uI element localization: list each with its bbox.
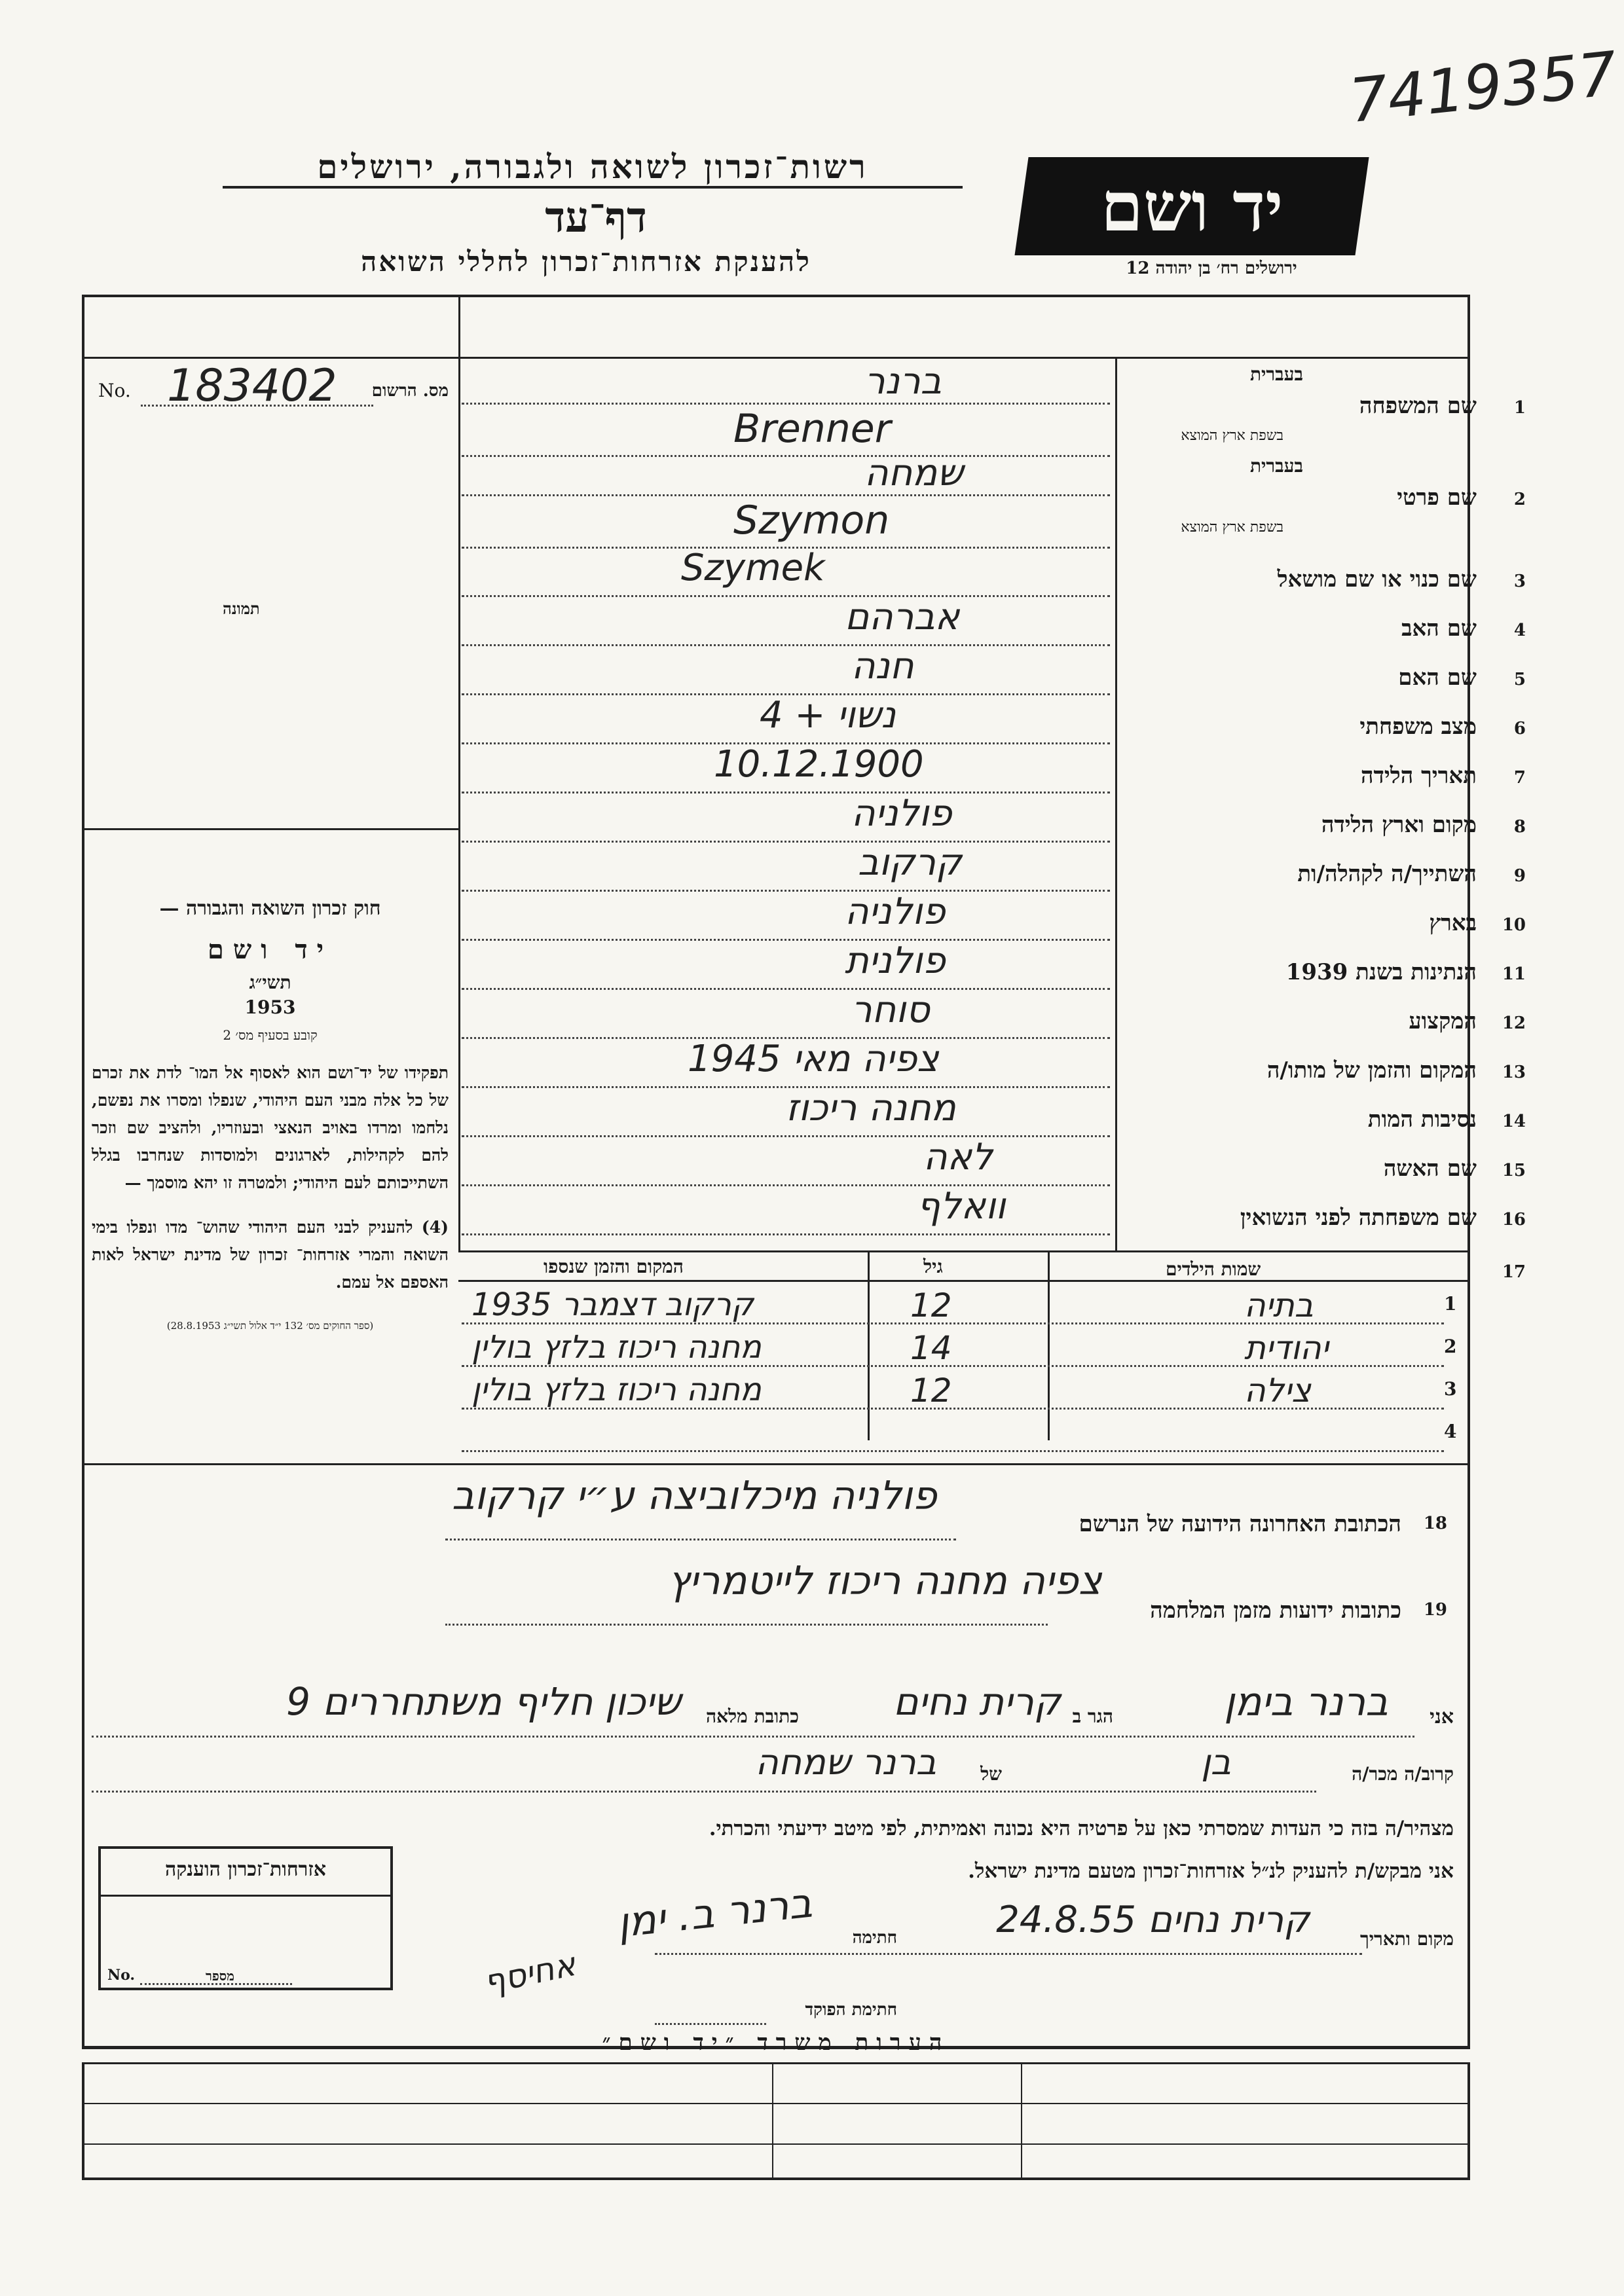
field-label-12: המקצוע [1409, 1008, 1477, 1034]
decl-place-date-label: מקום ותאריך [1359, 1928, 1454, 1950]
field-18-label: הכתובת האחרונה הידועה של הנרשם [1079, 1511, 1401, 1537]
decl-officer-label: חתימת הפוקד [805, 2000, 897, 2020]
child-index: 3 [1444, 1378, 1457, 1400]
law-source: (ספר החוקים מס׳ 132 י״ד אלול תשי״ג 28.8.1953) [166, 1320, 374, 1332]
field-label-4: שם האב [1401, 615, 1477, 642]
child-age: 12 [910, 1286, 952, 1324]
field-label-3: שם כנוי או שם מושאל [1277, 566, 1477, 592]
field-number-9: 9 [1513, 866, 1526, 886]
decl-place-date: קרית נחים 24.8.55 [996, 1899, 1310, 1941]
field-value-14: מחנה ריכוז [786, 1087, 956, 1129]
children-number: 17 [1502, 1262, 1526, 1282]
logo-address: ירושלים רח׳ בן יהודה 12 [1126, 259, 1297, 278]
decl-relation: בן [1201, 1741, 1231, 1783]
officer-signature: אחיסף [480, 1944, 580, 2002]
law-clause4: (4) להעניק לבני העם היהודי שהוש־ מדו ונפלו בימי השואה והמרי אזרחות־ זכרון של מדינת ישראל לאות האספם אל עמם. [92, 1218, 449, 1292]
child-place: קרקוב דצמבר 1935 [471, 1286, 754, 1323]
field-label-2: שם פרטי [1397, 484, 1477, 511]
child-place: מחנה ריכוז בלזץ בולין [471, 1329, 762, 1366]
decl-name: ברנר בימן [1224, 1679, 1388, 1725]
office-notes-title: הערות משרד ״יד ושם״ [602, 2030, 950, 2056]
field-value-5: חנה [851, 645, 914, 687]
reg-heb-label: מס. הרשום [371, 381, 449, 401]
field-18-number: 18 [1423, 1514, 1447, 1533]
field-number-16: 16 [1502, 1210, 1526, 1230]
field-number-2: 2 [1513, 490, 1526, 509]
field-label-9: השתייך/ה לקהלה/ות [1297, 861, 1477, 887]
field-value-6: נשוי + 4 [760, 694, 896, 737]
decl-of-label: של [980, 1763, 1002, 1785]
field-number-5: 5 [1513, 670, 1526, 689]
field-value-12: סוחר [851, 989, 930, 1031]
field-value-he-2: שמחה [864, 452, 963, 494]
decl-statement1: מצהיר/ה בזה כי העדות שמסרתי כאן על פרטיה היא נכונה ואמיתית, לפי מיטב ידיעתי והכרתי. [709, 1817, 1454, 1840]
field-value-15: לאה [923, 1136, 993, 1178]
citizenship-stamp-box [98, 1846, 393, 1990]
law-name: יד ושם [207, 934, 333, 965]
law-text: תפקידו של יד־ושם הוא לאסוף אל המו־ לדת את זכרם של כל אלה מבני העם היהודי, שנפלו ומסרו את נפשם, נלחמו ומרדו באויב הנאצי ובעוזריו, ולהציב שם וזכר להם לקהילות, לארגונים ולמוסדות שנחרבו בגלל השתייכותם לעם היהודי; ולמטרה זו יהא מוסמך — [92, 1063, 449, 1192]
child-name: יהודית [1244, 1329, 1329, 1367]
field-19-value: צפיה מחנה ריכוז לייטמריץ [668, 1558, 1102, 1604]
decl-resident-label: הגר ב [1072, 1705, 1113, 1727]
field-label-7: תאריך הלידה [1360, 763, 1477, 789]
field-label-10: בארץ [1429, 910, 1477, 936]
field-value-he-1: ברנר [864, 360, 942, 403]
field-label-8: מקום וארץ הלידה [1321, 812, 1477, 838]
form-title: דף־עד [545, 193, 647, 242]
reg-no-label: No. [98, 380, 131, 401]
field-19-number: 19 [1423, 1600, 1447, 1620]
photo-label: תמונה [223, 599, 260, 618]
stamp-no-label: No. [107, 1967, 136, 1984]
field-hint-local-2: בשפת ארץ המוצא [1181, 519, 1283, 536]
law-title: חוק זכרון השואה והגבורה — [159, 897, 381, 920]
field-label-14: נסיבות המות [1367, 1106, 1477, 1133]
field-number-14: 14 [1502, 1112, 1526, 1131]
field-value-4: אברהם [845, 596, 960, 638]
decl-i-am: אני [1430, 1705, 1454, 1728]
field-value-13: צפיה מאי 1945 [688, 1038, 939, 1080]
field-number-6: 6 [1513, 719, 1526, 738]
field-number-11: 11 [1502, 964, 1526, 984]
registration-number [95, 360, 452, 412]
yad-vashem-logo [1014, 157, 1369, 255]
children-col-names: שמות הילדים [1166, 1258, 1261, 1280]
decl-address: שיכון חליף משתחררים 9 [286, 1679, 681, 1724]
children-col-age: גיל [923, 1256, 943, 1277]
decl-signature-label: חתימה [852, 1928, 897, 1948]
stamp-number-label: מספר [206, 1968, 234, 1984]
decl-city: קרית נחים [893, 1679, 1061, 1724]
field-number-1: 1 [1513, 398, 1526, 418]
child-index: 2 [1444, 1336, 1457, 1357]
child-index: 4 [1444, 1421, 1457, 1442]
field-label-13: המקום והזמן של מותו/ה [1266, 1057, 1477, 1084]
field-number-4: 4 [1513, 621, 1526, 640]
field-value-16: וואלף [917, 1185, 1006, 1228]
stamp-title: אזרחות־זכרון הוענקה [164, 1858, 327, 1881]
field-19 [445, 1558, 1447, 1637]
field-label-5: שם האם [1398, 665, 1477, 691]
field-value-local-2: Szymon [733, 498, 890, 543]
decl-statement2: אני מבקש/ת להעניק לנ״ל אזרחות־זכרון מטעם מדינת ישראל. [968, 1859, 1454, 1883]
field-label-15: שם האשה [1383, 1156, 1477, 1182]
children-col-place: המקום והזמן שנספו [544, 1256, 684, 1277]
field-number-13: 13 [1502, 1063, 1526, 1082]
field-label-1: שם המשפחה [1359, 393, 1477, 419]
field-number-3: 3 [1513, 572, 1526, 591]
field-label-11: הנתינות בשנת 1939 [1285, 959, 1477, 985]
decl-relative-label: קרוב/ה מכר/ה [1352, 1763, 1454, 1785]
child-age: 14 [910, 1329, 952, 1367]
reg-value: 183402 [167, 360, 337, 412]
office-notes-box [82, 2062, 1470, 2180]
field-label-16: שם משפחתה לפני הנשואין [1240, 1205, 1477, 1231]
logo-text: יד ושם [1100, 166, 1283, 247]
field-value-local-1: Brenner [733, 406, 891, 452]
field-value-11: פולנית [845, 939, 946, 982]
field-value-8: פולניה [851, 792, 952, 835]
field-value-3: Szymek [681, 547, 825, 589]
field-value-10: פולניה [845, 890, 946, 933]
field-label-6: מצב משפחתי [1359, 714, 1477, 740]
decl-signature: ברנר ב. ימן [614, 1878, 814, 1947]
child-age: 12 [910, 1372, 952, 1410]
law-block [92, 897, 449, 1332]
field-18 [445, 1473, 1447, 1552]
field-hint-local-1: בשפת ארץ המוצא [1181, 428, 1283, 444]
law-year-heb: תשי״ג [249, 972, 291, 993]
field-hint-he-2: בעברית [1249, 455, 1303, 477]
field-18-value: פולניה מיכלוביצה ע״י קרקוב [452, 1473, 937, 1519]
field-number-15: 15 [1502, 1161, 1526, 1180]
decl-address-label: כתובת מלאה [705, 1705, 799, 1727]
law-clause: קובע בסעיף מס׳ 2 [223, 1027, 318, 1043]
child-name: צילה [1244, 1372, 1311, 1410]
form-subtitle: להענקת אזרחות־זכרון לחללי השואה [361, 246, 811, 278]
child-index: 1 [1444, 1293, 1457, 1315]
field-hint-he-1: בעברית [1249, 363, 1303, 385]
field-number-12: 12 [1502, 1013, 1526, 1033]
field-value-7: 10.12.1900 [714, 743, 924, 786]
decl-relative-of: ברנר שמחה [755, 1741, 936, 1783]
field-number-8: 8 [1513, 817, 1526, 837]
law-year: 1953 [244, 996, 296, 1018]
field-number-7: 7 [1513, 768, 1526, 788]
authority-title: רשות־זכרון לשואה ולגבורה, ירושלים [223, 147, 963, 189]
field-19-label: כתובות ידועות מזמן המלחמה [1150, 1597, 1401, 1624]
field-number-10: 10 [1502, 915, 1526, 935]
field-value-9: קרקוב [858, 841, 962, 884]
child-place: מחנה ריכוז בלזץ בולין [471, 1372, 762, 1408]
child-name: בתיה [1244, 1286, 1314, 1324]
archive-number: 7419357 [1346, 38, 1621, 137]
